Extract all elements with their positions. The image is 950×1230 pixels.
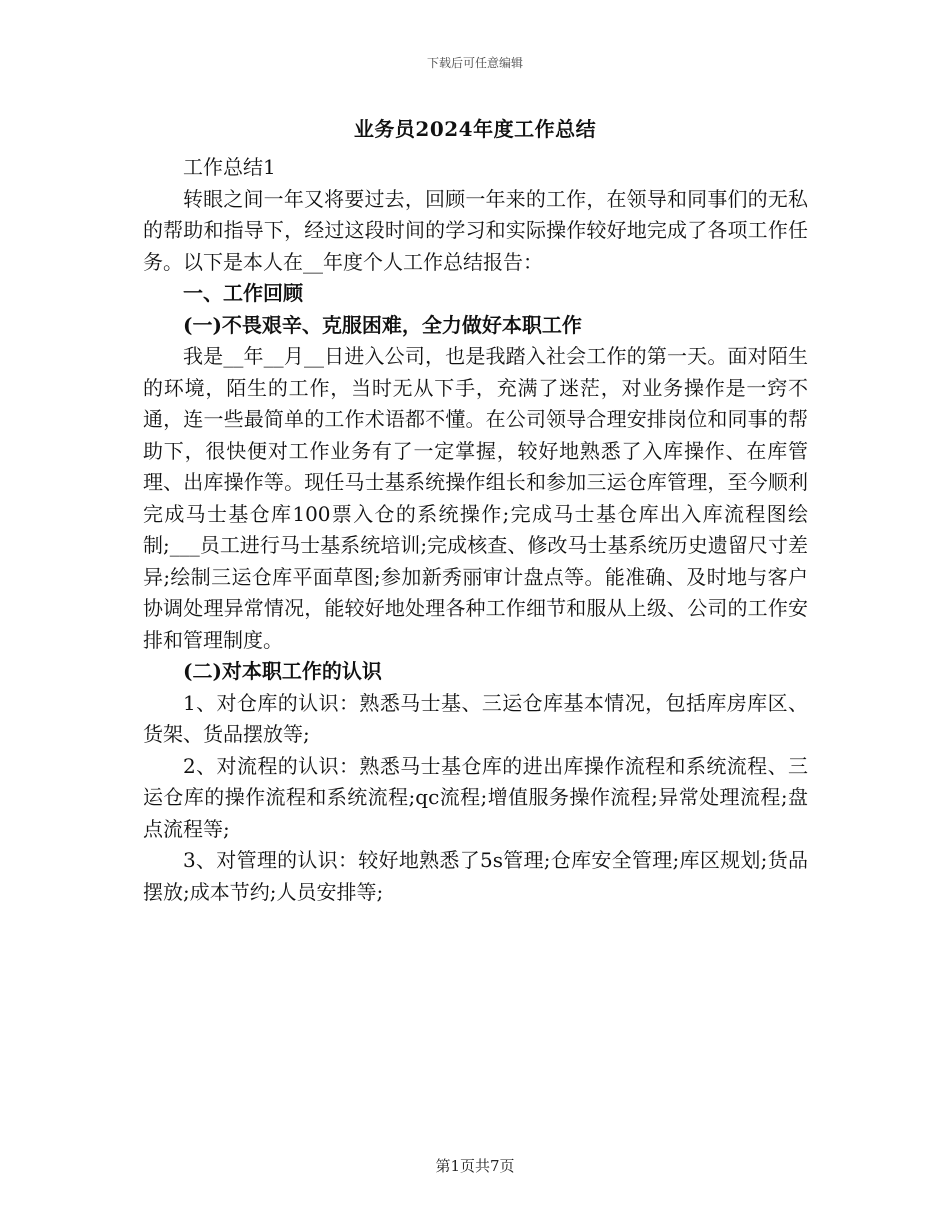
subtitle: 工作总结1 <box>183 155 276 179</box>
subsection-heading-2: (二)对本职工作的认识 <box>183 659 382 683</box>
page-number: 第1页共7页 <box>435 1157 515 1175</box>
intro-paragraph: 转眼之间一年又将要过去，回顾一年来的工作，在领导和同事们的无私的帮助和指导下，经过这段时间的学习和实际操作较好地完成了各项工作任务。以下是本人在__年度个人工作总结报告： <box>143 186 808 274</box>
list-item-warehouse: 1、对仓库的认识：熟悉马士基、三运仓库基本情况，包括库房库区、货架、货品摆放等; <box>143 690 808 746</box>
document-title: 业务员2024年度工作总结 <box>353 117 597 141</box>
list-item-process: 2、对流程的认识：熟悉马士基仓库的进出库操作流程和系统流程、三运仓库的操作流程和系统流程;qc流程;增值服务操作流程;异常处理流程;盘点流程等; <box>143 753 808 841</box>
header-note: 下载后可任意编辑 <box>426 56 523 70</box>
document-body <box>143 152 808 908</box>
list-item-management: 3、对管理的认识：较好地熟悉了5s管理;仓库安全管理;库区规划;货品摆放;成本节约;人员安排等; <box>143 848 808 904</box>
subsection-1-paragraph: 我是__年__月__日进入公司，也是我踏入社会工作的第一天。面对陌生的环境，陌生的工作，当时无从下手，充满了迷茫，对业务操作是一窍不通，连一些最简单的工作术语都不懂。在公司领导合理安排岗位和同事的帮助下，很快便对工作业务有了一定掌握，较好地熟悉了入库操作、在库管理、出库操作等。现任马士基系统操作组长和参加三运仓库管理，至今顺利完成马士基仓库100票入仓的系统操作;完成马士基仓库出入库流程图绘制;___员工进行马士基系统培训;完成核查、修改马士基系统历史遗留尺寸差异;绘制三运仓库平面草图;参加新秀丽审计盘点等。能准确、及时地与客户协调处理异常情况，能较好地处理各种工作细节和服从上级、公司的工作安排和管理制度。 <box>143 344 808 652</box>
section-heading-work-review: 一、工作回顾 <box>183 281 303 305</box>
subsection-heading-1: (一)不畏艰辛、克服困难，全力做好本职工作 <box>183 312 582 337</box>
